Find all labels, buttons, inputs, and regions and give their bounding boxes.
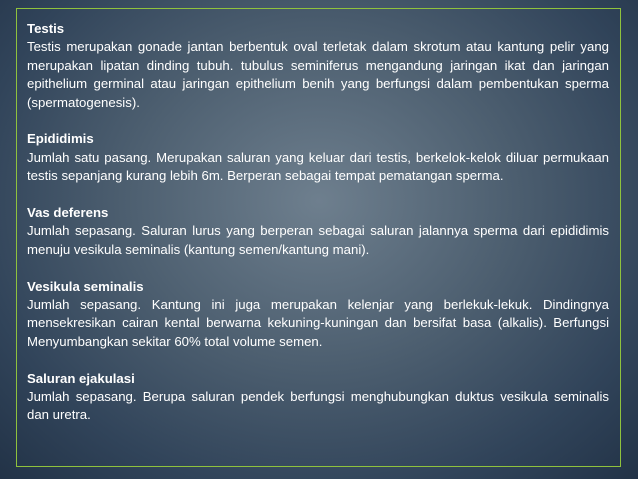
- section-vas-deferens: [27, 204, 609, 259]
- section-heading: Vas deferens: [27, 205, 109, 221]
- section-testis: [27, 20, 609, 112]
- slide-content: [27, 20, 609, 425]
- section-vesikula-seminalis: [27, 278, 609, 352]
- section-body: Jumlah satu pasang. Merupakan saluran yang keluar dari testis, berkelok-kelok diluar permukaan testis sepanjang kurang lebih 6m. Berperan sebagai tempat pematangan sperma.: [27, 149, 609, 184]
- section-body: Jumlah sepasang. Kantung ini juga merupakan kelenjar yang berlekuk-lekuk. Dindingnya mensekresikan cairan kental berwarna kekuning-kuningan dan bersifat basa (alkalis). Berfungsi Menyumbangkan sekitar 60% total volume semen.: [27, 297, 609, 349]
- section-epididimis: [27, 130, 609, 185]
- section-body: Testis merupakan gonade jantan berbentuk oval terletak dalam skrotum atau kantung pelir yang merupakan lipatan dinding tubuh. tubulus seminiferus mengandung jaringan ikat dan jaringan epithelium germinal atau jaringan epithelium benih yang berfungsi dalam pembentukan sperma (spermatogenesis).: [27, 39, 609, 110]
- section-heading: Vesikula seminalis: [27, 278, 144, 294]
- section-body: Jumlah sepasang. Saluran lurus yang berperan sebagai saluran jalannya sperma dari epididimis menuju vesikula seminalis (kantung semen/kantung mani).: [27, 223, 609, 257]
- section-heading: Saluran ejakulasi: [27, 370, 135, 386]
- section-saluran-ejakulasi: [27, 370, 609, 425]
- section-body: Jumlah sepasang. Berupa saluran pendek berfungsi menghubungkan duktus vesikula seminalis dan uretra.: [27, 389, 609, 423]
- section-heading: Epididimis: [27, 131, 94, 147]
- section-heading: Testis: [27, 21, 65, 36]
